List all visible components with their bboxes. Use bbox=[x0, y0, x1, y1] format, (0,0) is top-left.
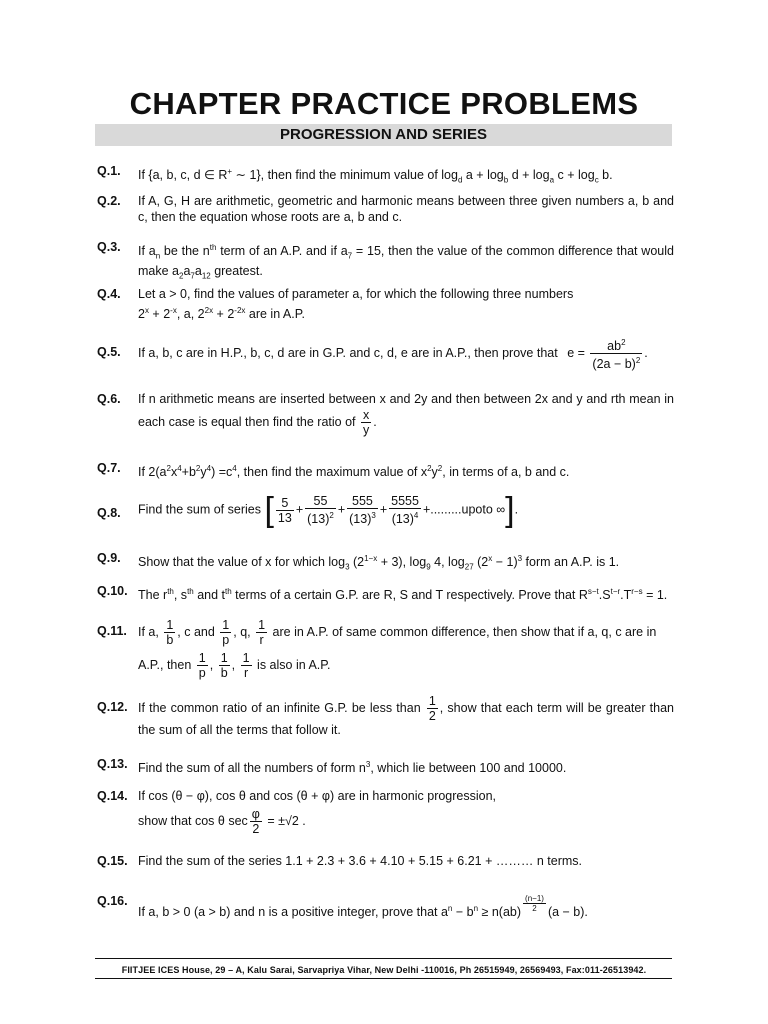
question-number: Q.2. bbox=[97, 194, 121, 208]
question-text: Let a > 0, find the values of parameter a, for which the following three numbers $2^x + 2^{-x}$, a, $2^{2x} + 2^{-2x}$ are in A.P. bbox=[138, 287, 574, 321]
question-number: Q.10. bbox=[97, 584, 128, 598]
question-text: If a, $\frac{1}{b}$ , c and $\frac{1}{p}$ , q, $\frac{1}{r}$ are in A.P. of same common difference, then show that if a, q, c are in A.P., then $\frac{1}{p}$ , $\frac{1}{b}$ , $\frac{1}{r}$ is also in A.P. bbox=[138, 618, 657, 680]
question-14 bbox=[97, 789, 674, 836]
fraction: $\frac{555}{(13)^3}$ bbox=[349, 494, 376, 527]
question-number: Q.15. bbox=[97, 854, 128, 868]
fraction: $\frac{\varphi}{2}$ bbox=[251, 806, 260, 836]
fraction: $\frac{5}{13}$ bbox=[277, 495, 292, 525]
question-number: Q.16. bbox=[97, 894, 128, 908]
question-number: Q.6. bbox=[97, 392, 121, 406]
question-number: Q.8. bbox=[97, 506, 121, 520]
question-number: Q.14. bbox=[97, 789, 128, 803]
fraction: $\frac{1}{r}$ bbox=[242, 651, 250, 680]
question-text: If cos (θ − φ), cos θ and cos (θ + φ) are in harmonic progression, show that cos θ sec $\frac{\varphi}{2}$ = ±√2 . bbox=[138, 789, 497, 836]
footer-divider-bottom bbox=[95, 978, 672, 979]
question-8 bbox=[97, 491, 674, 530]
fraction: $\frac{x}{y}$ bbox=[363, 407, 370, 437]
question-text: Find the sum of all the numbers of form $n^3$, which lie between 100 and 10000. bbox=[138, 760, 567, 776]
question-15 bbox=[97, 854, 674, 870]
question-number: Q.9. bbox=[97, 551, 121, 565]
fraction: $\frac{1}{b}$ bbox=[166, 618, 174, 647]
question-text: If n arithmetic means are inserted between x and 2y and then between 2x and y and rth mean in each case is equal then find the ratio of $\frac{x}{y}$ . bbox=[138, 392, 674, 437]
question-text: If A, G, H are arithmetic, geometric and harmonic means between three given numbers a, b and c, then the equation whose roots are a, b and c. bbox=[138, 194, 674, 224]
question-11 bbox=[97, 618, 674, 680]
question-9 bbox=[97, 551, 674, 575]
question-text: If $2(a^2x^4+b^2y^4) =c^4$, then find the maximum value of $x^2y^2$, in terms of a, b and c. bbox=[138, 464, 570, 480]
question-3 bbox=[97, 240, 674, 284]
fraction: $\frac{1}{2}$ bbox=[428, 694, 436, 723]
question-number: Q.7. bbox=[97, 461, 121, 475]
section-subtitle: PROGRESSION AND SERIES bbox=[95, 124, 672, 146]
question-number: Q.5. bbox=[97, 345, 121, 359]
question-16 bbox=[97, 886, 674, 921]
question-10 bbox=[97, 584, 674, 604]
question-13 bbox=[97, 757, 674, 777]
question-number: Q.1. bbox=[97, 164, 121, 178]
question-2 bbox=[97, 194, 674, 225]
footer-address: FIITJEE ICES House, 29 – A, Kalu Sarai, Sarvapriya Vihar, New Delhi -110016, Ph 26515949, 26569493, Fax:011-26513942. bbox=[121, 965, 647, 975]
question-text: If a, b > 0 (a > b) and n is a positive integer, prove that $a^n - b^n \ge n(ab)$ $\frac{(n-1)}{2}$ (a − b). bbox=[138, 894, 588, 920]
question-7 bbox=[97, 461, 674, 481]
question-text: The $r^{th}$, $s^{th}$ and $t^{th}$ terms of a certain G.P. are R, S and T respectively. Prove that $R^{s-t}.S^{t-r}.T^{r-s} = 1$. bbox=[138, 587, 668, 603]
question-text: Find the sum of series [ $\frac{5}{13}$ + $\frac{55}{(13)^2}$ + $\frac{555}{(13)^3}$ + $\frac{5555}{(13)^4}$ +.........upoto ∞]. bbox=[138, 491, 519, 530]
footer-divider bbox=[95, 958, 672, 959]
question-number: Q.3. bbox=[97, 240, 121, 254]
fraction: $\frac{ab^2}{(2a - b)^2}$ bbox=[592, 338, 641, 372]
fraction: $\frac{(n-1)}{2}$ bbox=[525, 894, 544, 913]
question-text: If {a, b, c, d ∈ R+ ∼ 1}, then find the minimum value of $\log_d a + \log_b d + \log_a c + \log_c b$. bbox=[138, 167, 613, 185]
question-text: If a, b, c are in H.P., b, c, d are in G.P. and c, d, e are in A.P., then prove that e = $\frac{ab^2}{(2a - b)^2}$ . bbox=[138, 338, 648, 372]
fraction: $\frac{1}{p}$ bbox=[222, 618, 230, 647]
question-text: Find the sum of the series 1.1 + 2.3 + 3.6 + 4.10 + 5.15 + 6.21 + ……… n terms. bbox=[138, 854, 583, 868]
question-text: If the common ratio of an infinite G.P. be less than $\frac{1}{2}$ , show that each term will be greater than the sum of all the terms that follow it. bbox=[138, 694, 674, 737]
fraction: $\frac{1}{p}$ bbox=[198, 651, 206, 680]
question-text: Show that the value of x for which $\log_3 (2^{1-x} + 3)$, $\log_9 4$, $\log_{27} (2^x - 1)^3$ form an A.P. is 1. bbox=[138, 554, 620, 572]
question-4 bbox=[97, 287, 674, 322]
question-5 bbox=[97, 336, 674, 371]
question-1 bbox=[97, 164, 674, 188]
question-text: If $a_n$ be the $n^{th}$ term of an A.P. and if $a_7 = 15$, then the value of the common difference that would make $a_2a_7a_{12}$ greatest. bbox=[138, 243, 674, 281]
page-title: CHAPTER PRACTICE PROBLEMS bbox=[129, 86, 639, 121]
fraction: $\frac{5555}{(13)^4}$ bbox=[391, 494, 419, 527]
fraction: $\frac{1}{b}$ bbox=[220, 651, 228, 680]
fraction: $\frac{55}{(13)^2}$ bbox=[307, 494, 334, 527]
question-number: Q.11. bbox=[97, 624, 127, 638]
question-number: Q.4. bbox=[97, 287, 121, 301]
question-6 bbox=[97, 392, 674, 437]
question-number: Q.13. bbox=[97, 757, 128, 771]
question-12 bbox=[97, 694, 674, 739]
question-number: Q.12. bbox=[97, 700, 128, 714]
fraction: $\frac{1}{r}$ bbox=[258, 618, 266, 647]
